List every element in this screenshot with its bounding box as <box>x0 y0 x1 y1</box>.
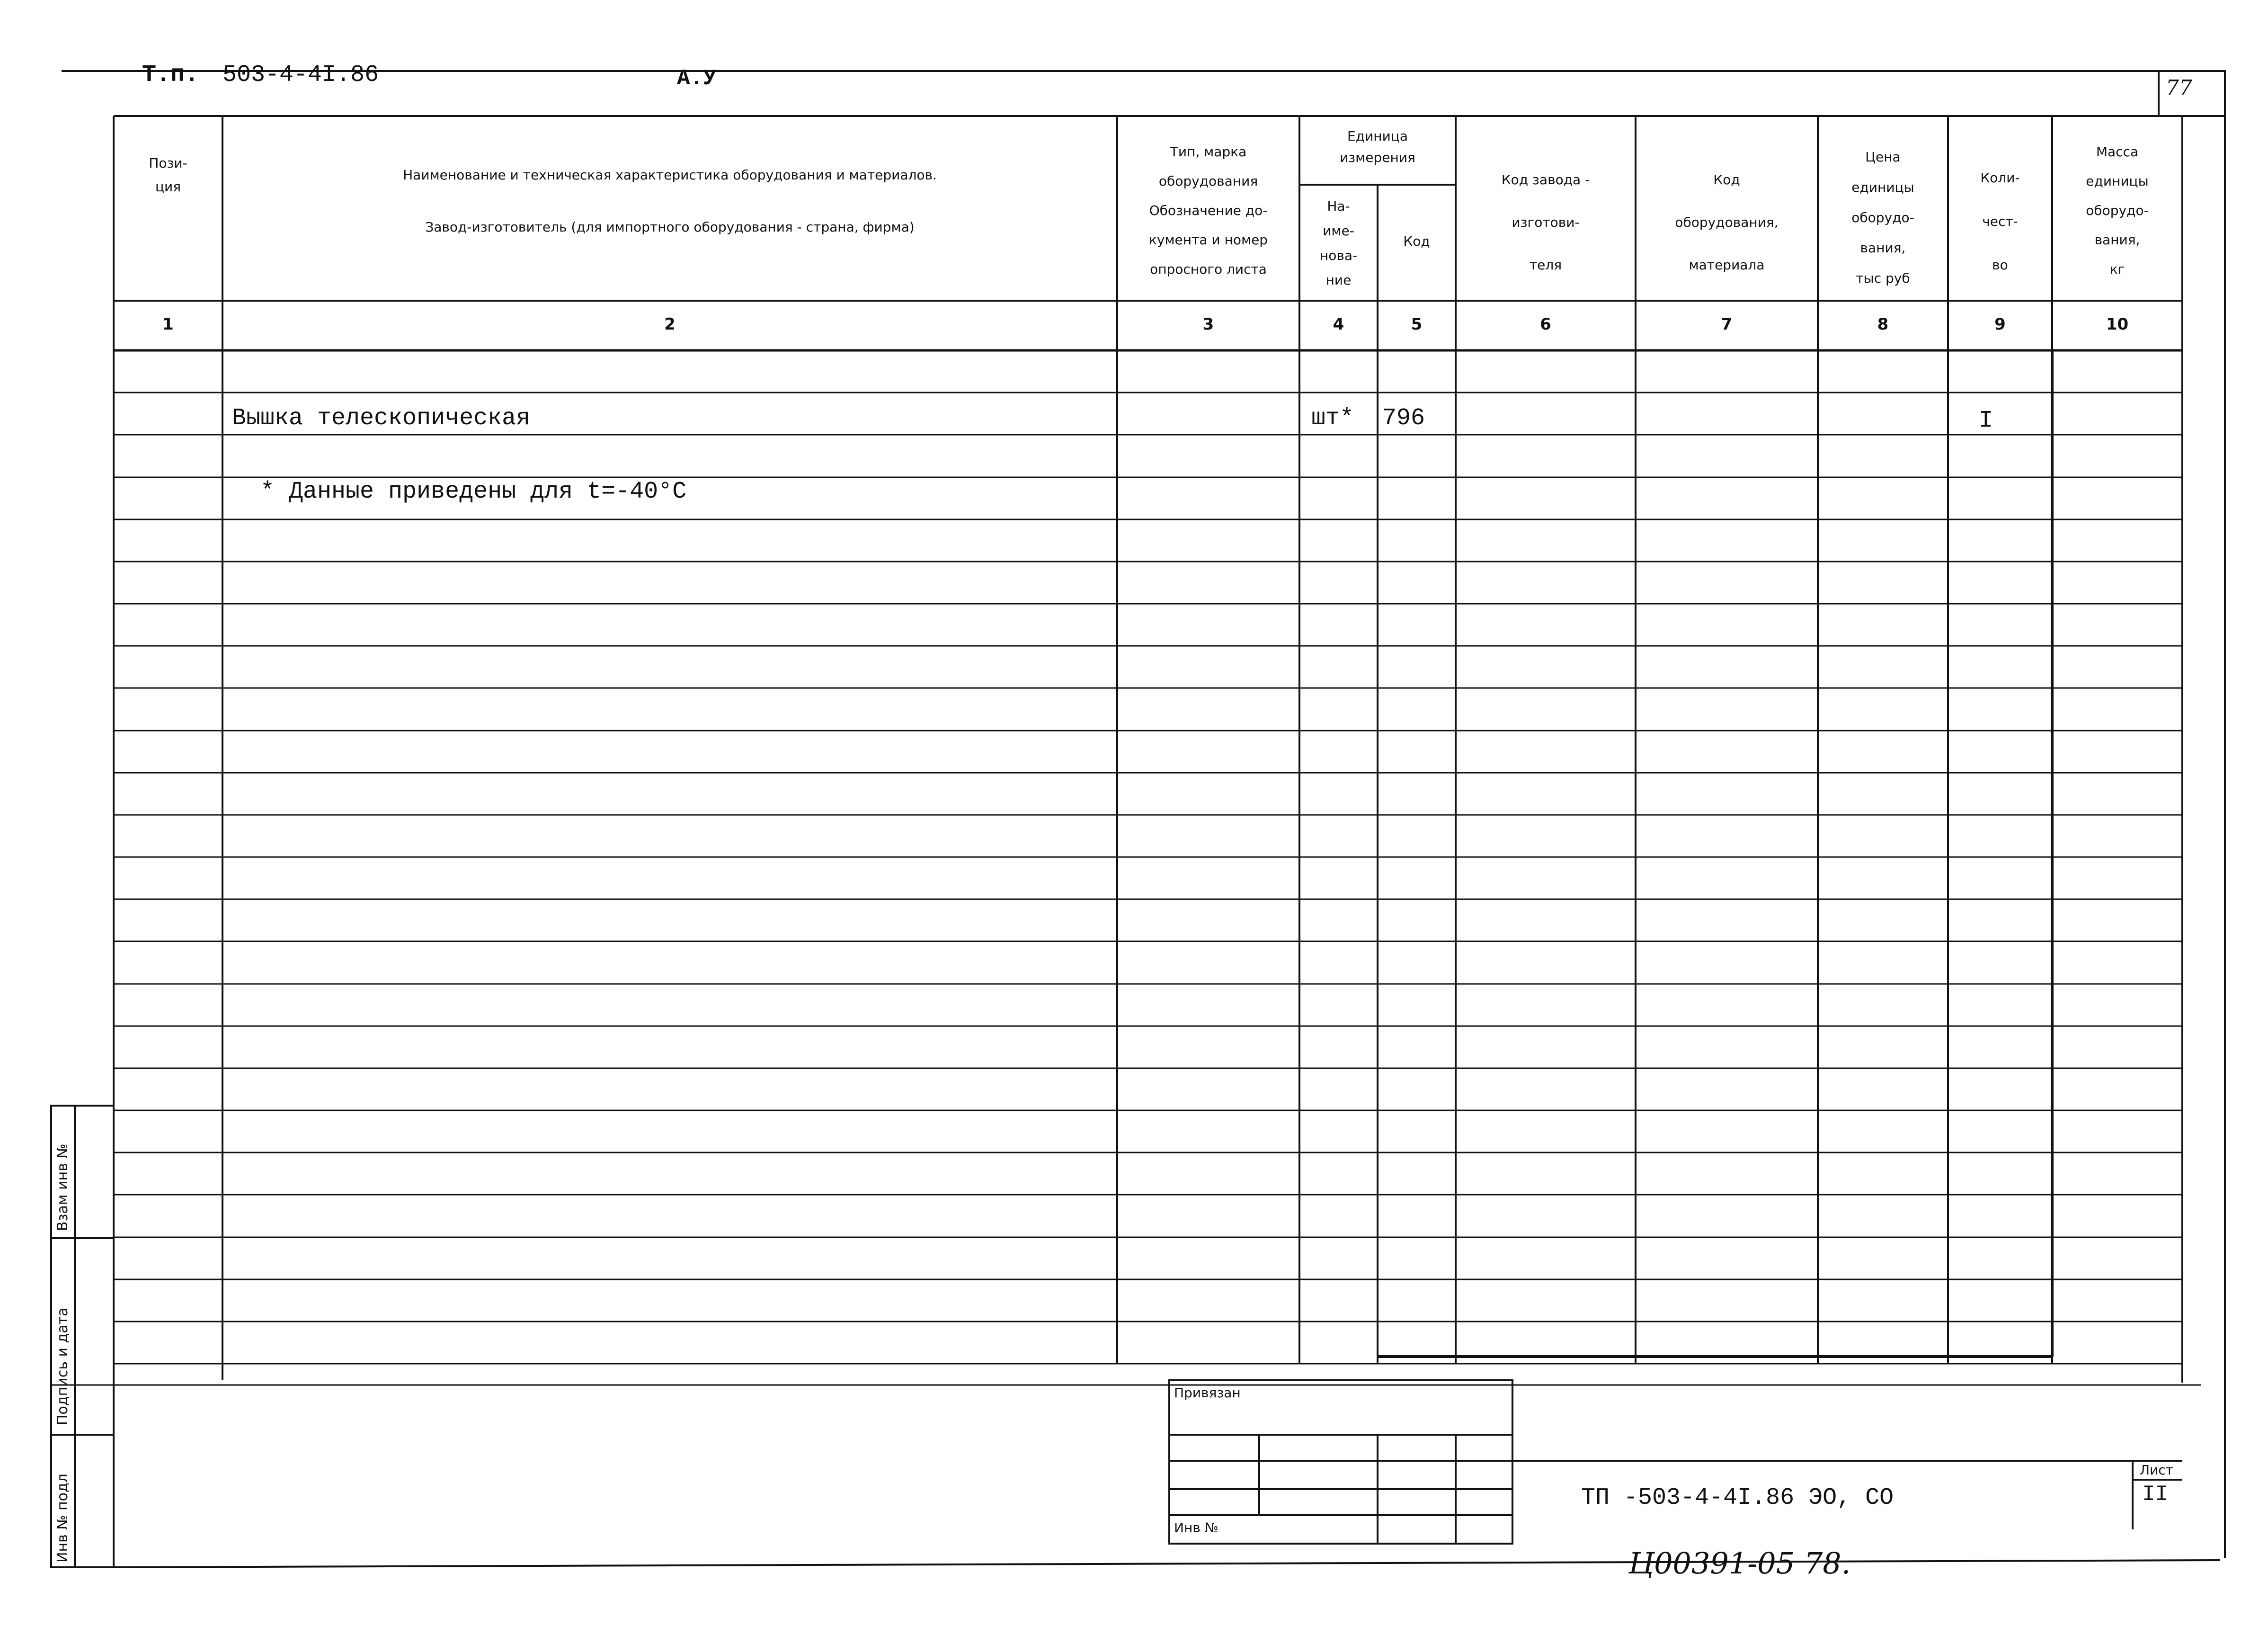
album-code: А.У <box>677 66 716 91</box>
colnum-2: 2 <box>664 315 676 334</box>
stamp-privyazan: Привязан <box>1174 1385 1241 1401</box>
tp-number: 503-4-4I.86 <box>222 62 379 89</box>
colnum-1: 1 <box>162 315 174 334</box>
item-unit: шт* <box>1311 405 1354 432</box>
unit-header: Единица измерения <box>1340 128 1415 165</box>
stamp-inv-no: Инв № <box>1174 1520 1218 1536</box>
item-name: Вышка телескопическая <box>232 405 531 432</box>
col5-header: Код <box>1403 233 1430 249</box>
col8-header: Цена единицы оборудо- вания, тыс руб <box>1851 149 1914 286</box>
col7-header: Код оборудования, материала <box>1675 172 1779 273</box>
colnum-5: 5 <box>1411 315 1423 334</box>
item-code: 796 <box>1382 405 1425 432</box>
colnum-10: 10 <box>2106 315 2129 334</box>
item-quantity: I <box>1979 407 1993 434</box>
col4-header: На- име- нова- ние <box>1319 198 1358 288</box>
col6-header: Код завода - изготови- теля <box>1501 172 1590 273</box>
col9-header: Коли- чест- во <box>1980 170 2020 273</box>
colnum-6: 6 <box>1540 315 1551 334</box>
col10-header: Масса единицы оборудо- вания, кг <box>2086 144 2149 277</box>
stamp-list-value: II <box>2142 1482 2169 1507</box>
side-podpis-data: Подпись и дата <box>54 1307 71 1425</box>
colnum-3: 3 <box>1202 315 1214 334</box>
side-vzam-inv: Взам инв № <box>54 1144 71 1231</box>
stamp-doc-code: ТП -503-4-4I.86 ЭО, СО <box>1581 1484 1894 1511</box>
colnum-4: 4 <box>1333 315 1344 334</box>
temperature-note: * Данные приведены для t=-40°C <box>260 478 687 505</box>
colnum-9: 9 <box>1994 315 2006 334</box>
page-number-top: 77 <box>2166 76 2192 100</box>
col1-header: Пози- ция <box>149 155 187 195</box>
col3-header: Тип, марка оборудования Обозначение до- кумента и номер опросного листа <box>1148 144 1268 277</box>
colnum-8: 8 <box>1877 315 1889 334</box>
colnum-7: 7 <box>1721 315 1733 334</box>
col2-header: Наименование и техническая характеристика оборудования и материалов. Завод-изготовитель (для импортного оборудования - страна, фирма) <box>403 167 937 235</box>
tp-label: Т.п. <box>142 62 199 89</box>
stamp-list-label: Лист <box>2140 1462 2173 1478</box>
side-inv-podl: Инв № подл <box>54 1474 71 1563</box>
handwritten-note: Ц00391-05 78. <box>1628 1546 1851 1581</box>
